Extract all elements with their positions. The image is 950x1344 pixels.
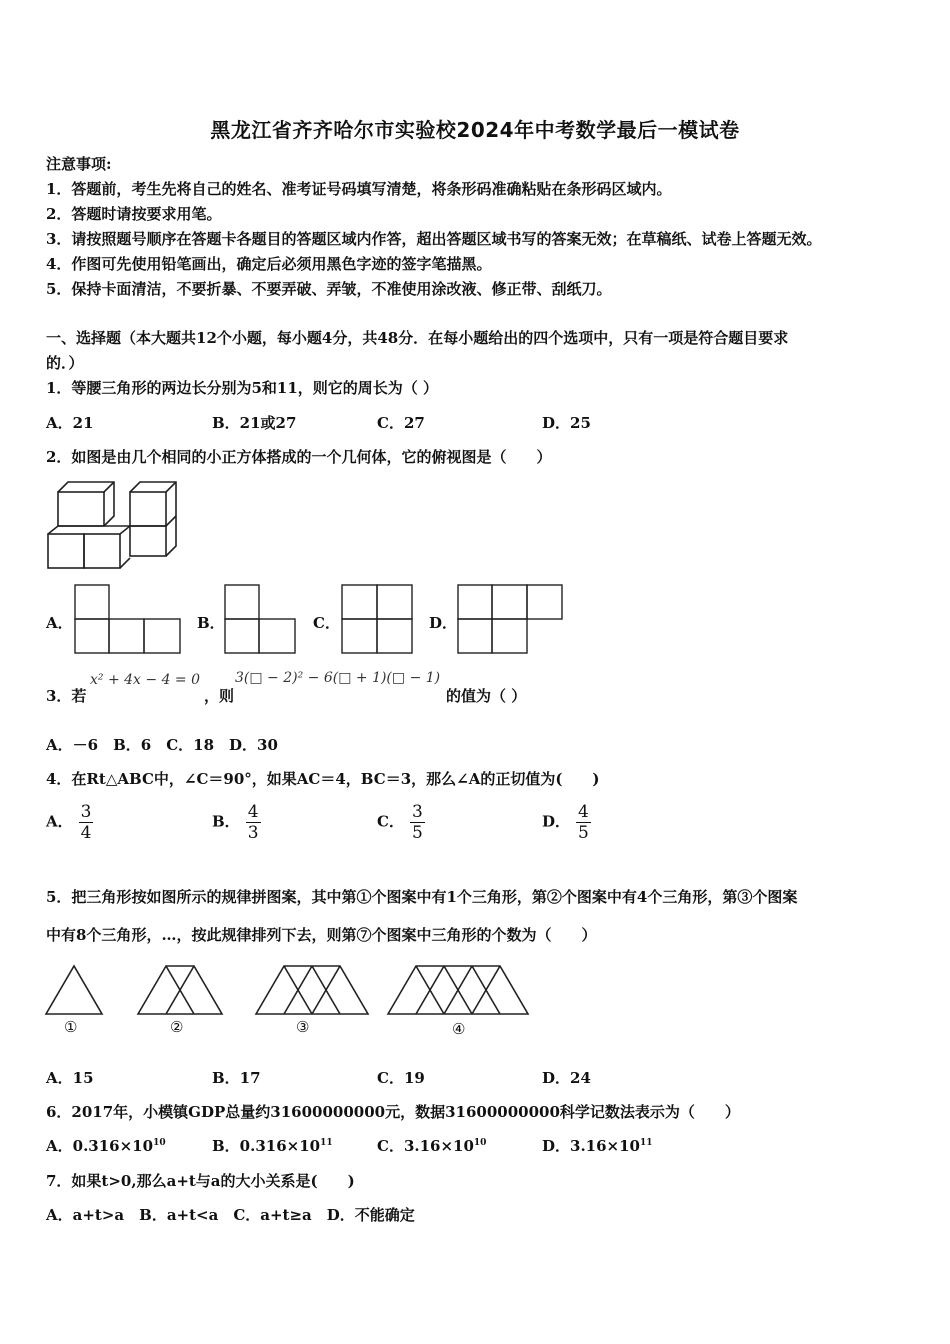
q3-suffix: 的值为（ ） (446, 687, 527, 705)
q4-option-b: B． $\frac{4}{3}$ (212, 802, 259, 843)
notice-item: 5．保持卡面清洁，不要折暴、不要弄破、弄皱，不准使用涂改液、修正带、刮纸刀。 (46, 280, 612, 298)
notice-heading: 注意事项: (46, 155, 112, 173)
q7-stem: 7．如果t>0,那么a+t与a的大小关系是( ) (46, 1172, 355, 1190)
q5-figure-label-1: ① (64, 1018, 78, 1036)
q5-option-b: B．17 (212, 1069, 261, 1087)
q5-option-c: C．19 (377, 1069, 425, 1087)
q1-option-b: B．21或27 (212, 414, 297, 432)
page-title: 黑龙江省齐齐哈尔市实验校2024年中考数学最后一模试卷 (210, 118, 740, 142)
section-heading-cont: 的．） (46, 354, 84, 372)
q4-stem: 4．在Rt△ABC中，∠C＝90°，如果AC＝4，BC＝3，那么∠A的正切值为( ) (46, 770, 600, 788)
section-heading: 一、选择题（本大题共12个小题，每小题4分，共48分．在每小题给出的四个选项中，只有一项是符合题目要求 (46, 329, 789, 347)
q6-stem: 6．2017年，小模镇GDP总量约31600000000元，数据31600000000科学记数法表示为（ ） (46, 1103, 740, 1121)
q4-option-d: D． $\frac{4}{5}$ (542, 802, 589, 843)
q3-prefix: 3．若 (46, 687, 87, 705)
q3-expression: 3(□ − 2)² − 6(□ + 1)(□ − 1) (235, 670, 441, 686)
notice-item: 2．答题时请按要求用笔。 (46, 205, 222, 223)
q2-option-d-figure (457, 584, 565, 654)
q2-option-b-figure (224, 584, 298, 654)
q6-option-c: C．$3.16\times 10^{10}$ (377, 1137, 487, 1155)
q6-option-d: D．$3.16\times 10^{11}$ (542, 1137, 653, 1155)
q3-options: A．－6 B．6 C．18 D．30 (46, 736, 278, 754)
q5-option-d: D．24 (542, 1069, 591, 1087)
q3-mid: ，则 (204, 687, 235, 705)
q7-options: A．a+t>a B．a+t<a C．a+t≥a D．不能确定 (46, 1206, 415, 1224)
q2-option-a-label: A． (46, 614, 73, 632)
q2-option-c-label: C． (313, 614, 340, 632)
q1-option-a: A．21 (46, 414, 94, 432)
q2-option-b-label: B． (197, 614, 225, 632)
q2-option-d-label: D． (429, 614, 458, 632)
q6-option-b: B．$0.316\times 10^{11}$ (212, 1137, 333, 1155)
notice-item: 1．答题前，考生先将自己的姓名、准考证号码填写清楚，将条形码准确粘贴在条形码区域内。 (46, 180, 672, 198)
q2-option-a-figure (74, 584, 182, 654)
q5-figure-label-3: ③ (296, 1018, 310, 1036)
notice-item: 4．作图可先使用铅笔画出，确定后必须用黑色字迹的签字笔描黑。 (46, 255, 492, 273)
q6-option-a: A．$0.316\times 10^{10}$ (46, 1137, 166, 1155)
q2-option-c-figure (341, 584, 415, 654)
q1-stem: 1．等腰三角形的两边长分别为5和11，则它的周长为（ ） (46, 379, 438, 397)
q5-stem-line1: 5．把三角形按如图所示的规律拼图案，其中第①个图案中有1个三角形，第②个图案中有4个三角形，第③个图案 (46, 888, 798, 906)
q5-figure-label-4: ④ (452, 1020, 466, 1038)
q4-option-a: A． $\frac{3}{4}$ (46, 802, 92, 843)
q5-figure-label-2: ② (170, 1018, 184, 1036)
q1-option-d: D．25 (542, 414, 591, 432)
q1-option-c: C．27 (377, 414, 425, 432)
q3-equation-1: x² + 4x − 4 = 0 (90, 672, 201, 688)
q5-stem-line2: 中有8个三角形，…，按此规律排列下去，则第⑦个图案中三角形的个数为（ ） (46, 926, 597, 944)
q5-option-a: A．15 (46, 1069, 94, 1087)
q2-stem: 2．如图是由几个相同的小正方体搭成的一个几何体，它的俯视图是（ ） (46, 448, 552, 466)
q4-option-c: C． $\frac{3}{5}$ (377, 802, 423, 843)
notice-item: 3．请按照题号顺序在答题卡各题目的答题区域内作答，超出答题区域书写的答案无效；在草稿纸、试卷上答题无效。 (46, 230, 822, 248)
q2-cube-figure (44, 478, 180, 572)
